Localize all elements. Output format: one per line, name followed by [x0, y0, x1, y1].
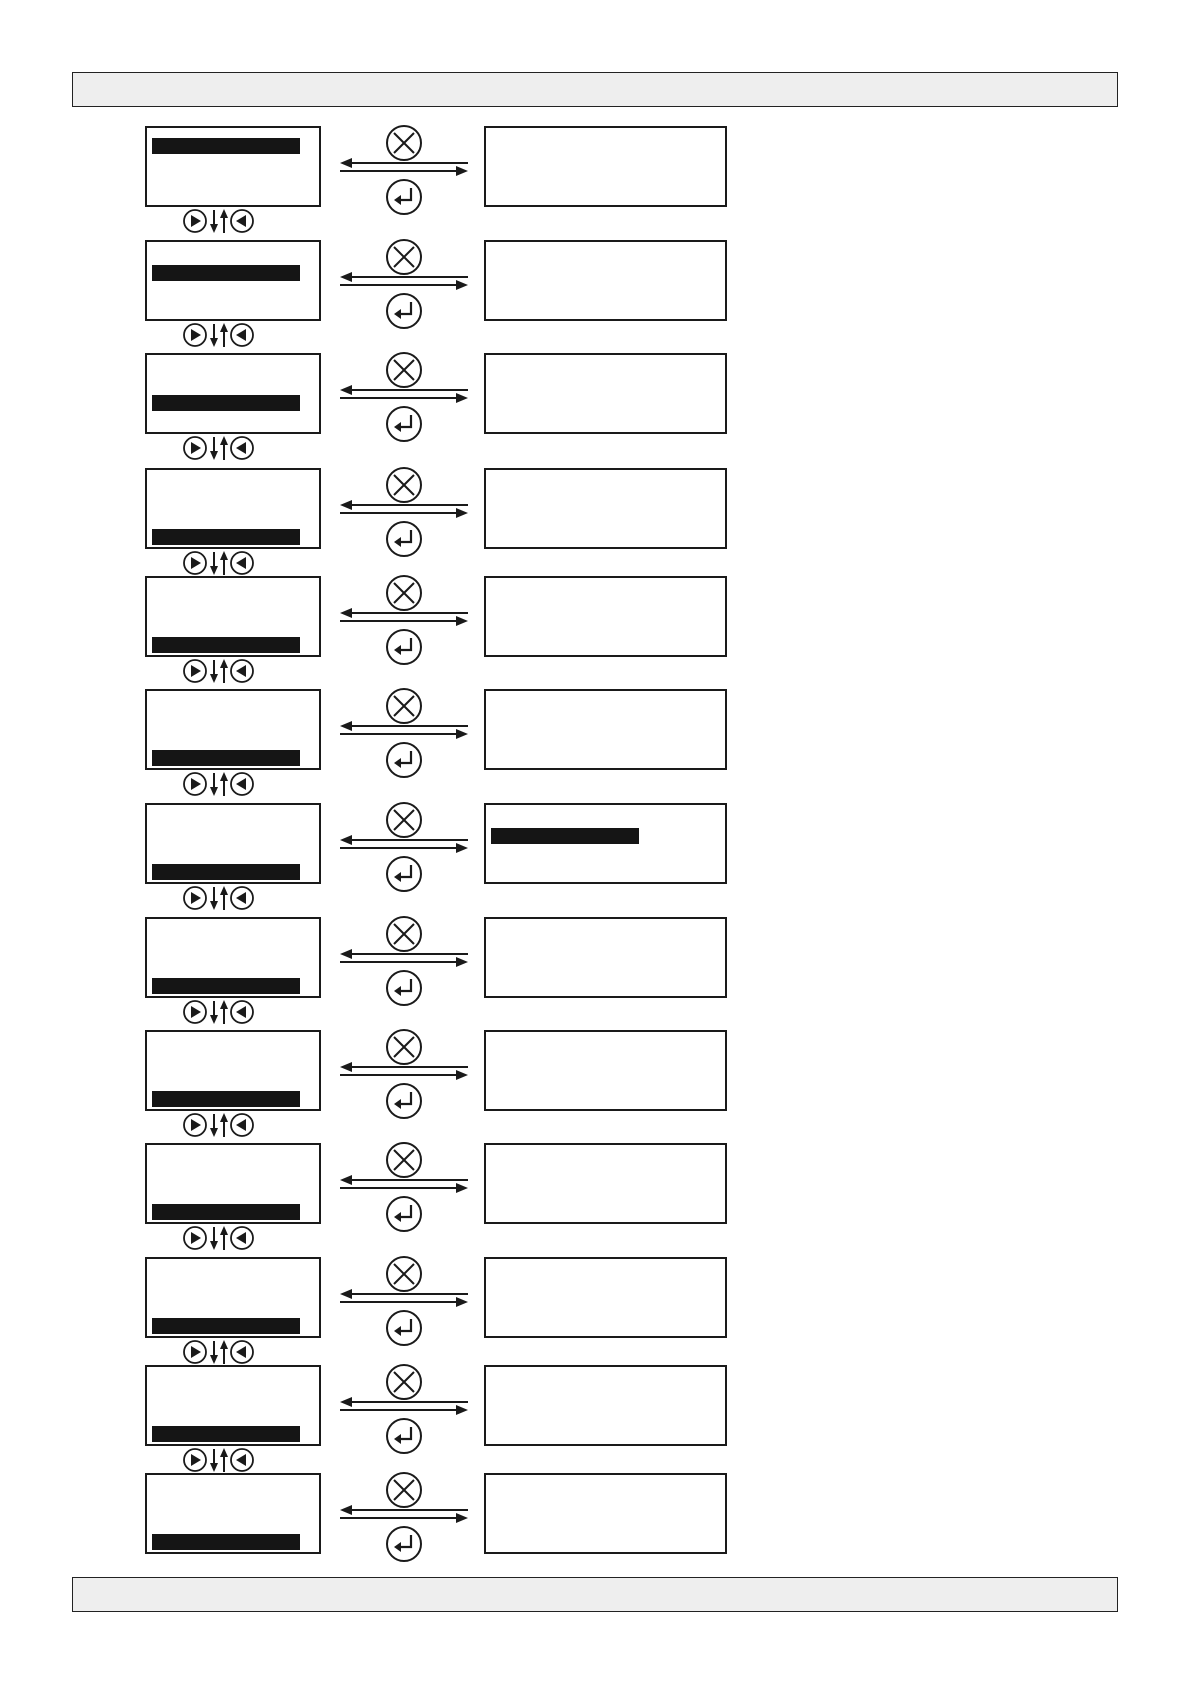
down-arrow-icon[interactable] — [210, 1227, 218, 1250]
navigation-buttons — [184, 1226, 253, 1250]
navigation-buttons — [184, 209, 253, 233]
cancel-x-icon[interactable] — [387, 126, 421, 160]
navigation-buttons — [184, 551, 253, 575]
enter-return-icon[interactable] — [387, 1419, 421, 1453]
enter-return-icon[interactable] — [387, 407, 421, 441]
cancel-x-icon[interactable] — [387, 689, 421, 723]
enter-return-icon[interactable] — [387, 180, 421, 214]
left-triangle-button-icon[interactable] — [231, 1449, 253, 1471]
enter-return-icon[interactable] — [387, 630, 421, 664]
down-arrow-icon[interactable] — [210, 1001, 218, 1024]
down-arrow-icon[interactable] — [210, 887, 218, 910]
right-triangle-button-icon[interactable] — [184, 552, 206, 574]
down-arrow-icon[interactable] — [210, 1449, 218, 1472]
navigation-buttons — [184, 1448, 253, 1472]
navigation-buttons — [184, 659, 253, 683]
enter-return-icon[interactable] — [387, 294, 421, 328]
down-arrow-icon[interactable] — [210, 1114, 218, 1137]
cancel-x-icon[interactable] — [387, 803, 421, 837]
cancel-x-icon[interactable] — [387, 917, 421, 951]
up-arrow-icon[interactable] — [220, 1113, 228, 1137]
right-triangle-button-icon[interactable] — [184, 1001, 206, 1023]
cancel-x-icon[interactable] — [387, 576, 421, 610]
up-arrow-icon[interactable] — [220, 659, 228, 683]
left-triangle-button-icon[interactable] — [231, 437, 253, 459]
down-arrow-icon[interactable] — [210, 1341, 218, 1364]
down-arrow-icon[interactable] — [210, 660, 218, 683]
right-triangle-button-icon[interactable] — [184, 773, 206, 795]
up-arrow-icon[interactable] — [220, 1000, 228, 1024]
down-arrow-icon[interactable] — [210, 437, 218, 460]
right-triangle-button-icon[interactable] — [184, 887, 206, 909]
enter-return-icon[interactable] — [387, 743, 421, 777]
cancel-x-icon[interactable] — [387, 468, 421, 502]
enter-return-icon[interactable] — [387, 1197, 421, 1231]
down-arrow-icon[interactable] — [210, 552, 218, 575]
cancel-x-icon[interactable] — [387, 240, 421, 274]
left-triangle-button-icon[interactable] — [231, 887, 253, 909]
left-triangle-button-icon[interactable] — [231, 1227, 253, 1249]
navigation-buttons — [184, 1000, 253, 1024]
left-triangle-button-icon[interactable] — [231, 210, 253, 232]
down-arrow-icon[interactable] — [210, 210, 218, 233]
left-triangle-button-icon[interactable] — [231, 324, 253, 346]
up-arrow-icon[interactable] — [220, 209, 228, 233]
enter-return-icon[interactable] — [387, 1527, 421, 1561]
cancel-x-icon[interactable] — [387, 353, 421, 387]
right-triangle-button-icon[interactable] — [184, 210, 206, 232]
enter-return-icon[interactable] — [387, 1311, 421, 1345]
down-arrow-icon[interactable] — [210, 773, 218, 796]
navigation-buttons — [184, 1113, 253, 1137]
cancel-x-icon[interactable] — [387, 1257, 421, 1291]
navigation-buttons — [184, 886, 253, 910]
right-triangle-button-icon[interactable] — [184, 324, 206, 346]
left-triangle-button-icon[interactable] — [231, 552, 253, 574]
enter-return-icon[interactable] — [387, 857, 421, 891]
left-triangle-button-icon[interactable] — [231, 1001, 253, 1023]
up-arrow-icon[interactable] — [220, 1340, 228, 1364]
up-arrow-icon[interactable] — [220, 886, 228, 910]
enter-return-icon[interactable] — [387, 522, 421, 556]
up-arrow-icon[interactable] — [220, 323, 228, 347]
left-triangle-button-icon[interactable] — [231, 773, 253, 795]
left-triangle-button-icon[interactable] — [231, 660, 253, 682]
right-triangle-button-icon[interactable] — [184, 437, 206, 459]
navigation-buttons — [184, 772, 253, 796]
navigation-buttons — [184, 1340, 253, 1364]
right-triangle-button-icon[interactable] — [184, 1449, 206, 1471]
enter-return-icon[interactable] — [387, 1084, 421, 1118]
up-arrow-icon[interactable] — [220, 772, 228, 796]
cancel-x-icon[interactable] — [387, 1030, 421, 1064]
navigation-buttons — [184, 436, 253, 460]
cancel-x-icon[interactable] — [387, 1365, 421, 1399]
up-arrow-icon[interactable] — [220, 1226, 228, 1250]
up-arrow-icon[interactable] — [220, 551, 228, 575]
right-triangle-button-icon[interactable] — [184, 1114, 206, 1136]
left-triangle-button-icon[interactable] — [231, 1341, 253, 1363]
down-arrow-icon[interactable] — [210, 324, 218, 347]
right-triangle-button-icon[interactable] — [184, 660, 206, 682]
navigation-buttons — [184, 323, 253, 347]
right-triangle-button-icon[interactable] — [184, 1341, 206, 1363]
cancel-x-icon[interactable] — [387, 1473, 421, 1507]
right-triangle-button-icon[interactable] — [184, 1227, 206, 1249]
up-arrow-icon[interactable] — [220, 1448, 228, 1472]
cancel-x-icon[interactable] — [387, 1143, 421, 1177]
left-triangle-button-icon[interactable] — [231, 1114, 253, 1136]
up-arrow-icon[interactable] — [220, 436, 228, 460]
enter-return-icon[interactable] — [387, 971, 421, 1005]
